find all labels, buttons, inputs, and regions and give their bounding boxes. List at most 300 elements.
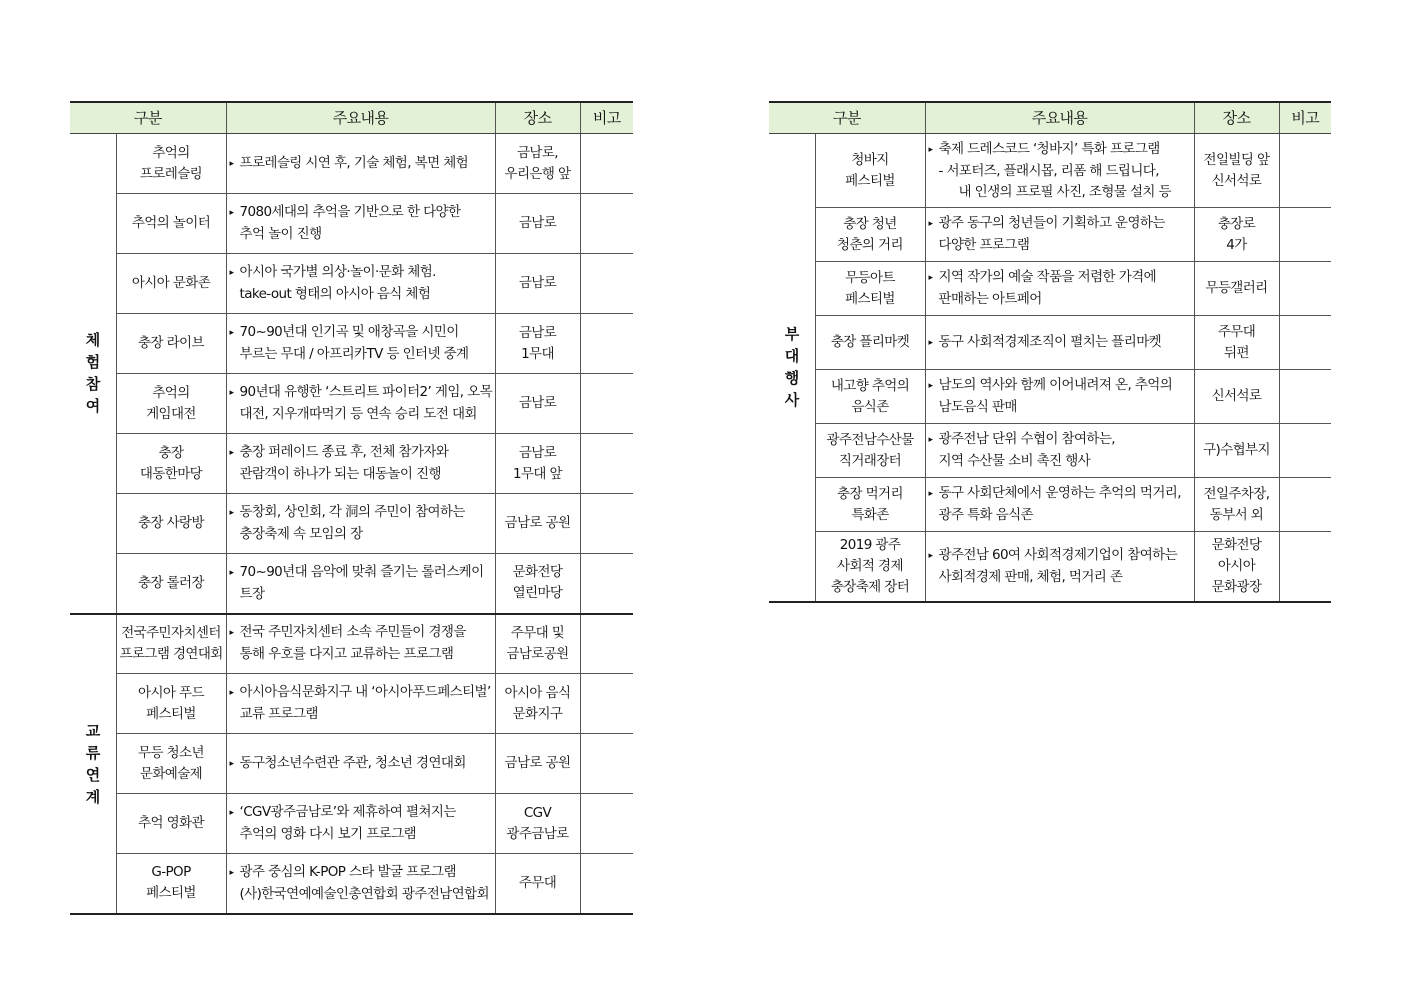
table-row	[70, 314, 633, 374]
desc-line	[929, 267, 1191, 289]
place-text: 주무대 및	[510, 624, 565, 641]
table-row	[70, 554, 633, 614]
place-text: 1무대	[521, 345, 554, 362]
place-line	[499, 464, 577, 485]
program-desc-cell	[925, 370, 1194, 424]
bullet-triangle-icon: ▸	[229, 867, 234, 878]
place-line	[499, 623, 577, 644]
name-text: 프로레슬링	[139, 165, 203, 182]
name-line	[120, 143, 223, 164]
place-text: 신서석로	[1211, 172, 1262, 189]
program-name-cell	[815, 478, 925, 532]
name-line	[120, 644, 223, 665]
program-desc-cell	[226, 374, 495, 434]
name-text: 충장 라이브	[138, 335, 204, 351]
bullet-triangle-icon: ▸	[928, 219, 933, 229]
category-char: 사	[784, 391, 799, 410]
name-text: 충장 청년	[843, 215, 897, 232]
header-place: 장소	[1194, 102, 1279, 134]
category-char: 체	[85, 331, 100, 350]
program-place-cell	[495, 434, 580, 494]
desc-text: 부르는 무대 / 아프리카TV 등 인터넷 중계	[239, 346, 469, 362]
desc-text: 7080세대의 추억을 기반으로 한 다양한	[239, 204, 461, 220]
bullet-triangle-icon: ▸	[928, 144, 933, 155]
program-note-cell	[580, 674, 633, 734]
place-text: 문화지구	[512, 705, 563, 722]
program-place-cell	[495, 614, 580, 674]
desc-text: 충장 퍼레이드 종료 후, 전체 참가자와	[239, 444, 449, 460]
category-char: 참	[85, 375, 100, 394]
program-name-cell	[116, 794, 226, 854]
program-place-cell	[1194, 316, 1279, 370]
place-text: CGV	[523, 804, 552, 821]
bullet-triangle-icon: ▸	[229, 628, 234, 639]
category-char: 대	[784, 347, 799, 366]
desc-line	[929, 567, 1191, 588]
place-text: 뒤편	[1224, 344, 1249, 361]
name-text: G-POP	[151, 864, 191, 881]
category-char: 험	[85, 353, 100, 372]
place-line	[499, 824, 577, 845]
header-category: 구분	[769, 102, 925, 134]
desc-line	[230, 562, 492, 584]
name-line	[819, 150, 922, 171]
name-text: 청바지	[851, 151, 889, 168]
desc-line	[929, 213, 1191, 235]
desc-text: 광주 동구의 청년들이 기획하고 운영하는	[938, 215, 1165, 231]
name-line	[120, 273, 223, 294]
name-text: 무등아트	[845, 269, 895, 286]
bullet-triangle-icon: ▸	[928, 273, 933, 283]
program-place-cell	[495, 794, 580, 854]
category-cell	[70, 134, 116, 614]
place-line	[499, 393, 577, 414]
table-row	[70, 854, 633, 914]
program-note-cell	[1279, 532, 1331, 602]
name-line	[819, 235, 922, 256]
desc-line	[230, 344, 492, 365]
name-line	[120, 213, 223, 234]
program-desc-cell	[925, 532, 1194, 602]
place-line	[499, 683, 577, 704]
name-line	[819, 268, 922, 289]
place-text: 전일빌딩 앞	[1203, 151, 1270, 168]
table-row	[70, 494, 633, 554]
place-text: 열린마당	[512, 585, 563, 602]
bullet-triangle-icon: ▸	[229, 567, 234, 578]
desc-line	[230, 753, 492, 775]
category-char: 여	[85, 397, 100, 416]
place-line	[499, 164, 577, 185]
name-text: 충장	[158, 444, 184, 461]
program-name-cell	[116, 134, 226, 194]
name-text: 직거래장터	[838, 452, 902, 469]
desc-line	[230, 622, 492, 644]
table-row	[769, 478, 1331, 532]
program-name-cell	[815, 208, 925, 262]
header-row	[769, 102, 1331, 134]
desc-text: 70~90년대 인기곡 및 애창곡을 시민이	[239, 324, 459, 340]
header-content: 주요내용	[925, 102, 1194, 134]
program-name-cell	[815, 424, 925, 478]
program-name-cell	[116, 314, 226, 374]
bullet-triangle-icon: ▸	[928, 337, 933, 348]
desc-text: 축제 드레스코드 ‘청바지’ 특화 프로그램	[938, 140, 1160, 157]
name-text: 대동한마당	[139, 465, 203, 482]
name-line	[819, 505, 922, 526]
place-text: 신서석로	[1211, 388, 1262, 404]
name-text: 전국주민자치센터	[121, 624, 221, 641]
table-row	[70, 134, 633, 194]
program-place-cell	[495, 194, 580, 254]
place-line	[499, 644, 577, 665]
table-row	[70, 794, 633, 854]
category-char: 부	[784, 325, 799, 344]
desc-text: 동창회, 상인회, 각 洞의 주민이 참여하는	[239, 504, 465, 520]
place-line	[499, 213, 577, 234]
table-row	[769, 208, 1331, 262]
program-place-cell	[1194, 478, 1279, 532]
name-line	[819, 556, 922, 577]
place-text: 금남로	[518, 324, 557, 341]
bullet-triangle-icon: ▸	[229, 758, 234, 769]
desc-line	[230, 802, 492, 824]
name-line	[819, 484, 922, 505]
desc-text: 아시아 국가별 의상·놀이·문화 체험.	[239, 264, 436, 280]
name-line	[120, 683, 223, 704]
category-cell	[70, 614, 116, 914]
program-desc-cell	[925, 134, 1194, 208]
program-desc-cell	[226, 314, 495, 374]
program-name-cell	[815, 134, 925, 208]
place-line	[499, 344, 577, 365]
desc-line	[230, 262, 492, 284]
program-desc-cell	[226, 494, 495, 554]
bullet-triangle-icon: ▸	[229, 268, 234, 278]
name-text: 충장 사랑방	[138, 515, 204, 531]
place-text: 금남로 공원	[504, 755, 571, 771]
program-name-cell	[116, 854, 226, 914]
bullet-triangle-icon: ▸	[229, 808, 234, 818]
place-line	[499, 273, 577, 294]
category-char: 행	[784, 369, 799, 388]
place-text: 동부서 외	[1209, 506, 1264, 523]
table-row	[70, 254, 633, 314]
table-row	[70, 614, 633, 674]
desc-line	[230, 464, 492, 485]
name-line	[120, 464, 223, 485]
place-line	[499, 323, 577, 344]
program-desc-cell	[226, 554, 495, 614]
place-line	[1198, 322, 1276, 343]
desc-text: 지역 작가의 예술 작품을 저렴한 가격에	[938, 269, 1157, 285]
program-note-cell	[1279, 316, 1331, 370]
program-note-cell	[580, 554, 633, 614]
table-row	[769, 532, 1331, 602]
desc-text: 교류 프로그램	[239, 706, 318, 722]
name-text: 사회적 경제	[837, 557, 903, 574]
desc-text: 사회적경제 판매, 체험, 먹거리 존	[938, 568, 1123, 585]
desc-text: 관람객이 하나가 되는 대동놀이 진행	[239, 466, 441, 482]
place-line	[1198, 535, 1276, 556]
place-line	[499, 443, 577, 464]
place-text: 금남로	[518, 444, 557, 461]
desc-line	[929, 139, 1191, 161]
program-note-cell	[1279, 134, 1331, 208]
header-place: 장소	[495, 102, 580, 134]
place-text: 충장로	[1217, 215, 1256, 232]
name-text: 페스티벌	[146, 705, 196, 722]
table-row	[70, 374, 633, 434]
desc-line	[929, 375, 1191, 397]
header-category: 구분	[70, 102, 226, 134]
name-text: 음식존	[851, 398, 889, 415]
program-place-cell	[1194, 208, 1279, 262]
name-text: 페스티벌	[146, 885, 196, 902]
desc-line	[230, 524, 492, 545]
desc-line	[230, 153, 492, 175]
place-text: 아시아 음식	[504, 684, 571, 701]
desc-line	[929, 429, 1191, 451]
desc-line	[929, 505, 1191, 526]
place-line	[499, 143, 577, 164]
desc-text: 추억 놀이 진행	[239, 226, 322, 242]
place-line	[1198, 484, 1276, 505]
desc-line	[929, 545, 1191, 567]
header-note: 비고	[580, 102, 633, 134]
place-line	[1198, 343, 1276, 364]
table-row	[769, 424, 1331, 478]
program-name-cell	[116, 194, 226, 254]
program-note-cell	[580, 734, 633, 794]
program-desc-cell	[226, 854, 495, 914]
name-text: 아시아 푸드	[138, 684, 204, 701]
desc-text: 다양한 프로그램	[938, 237, 1030, 253]
place-text: 금남로 공원	[504, 515, 571, 531]
desc-text: ‘CGV광주금남로’와 제휴하여 펼쳐지는	[239, 804, 456, 820]
desc-line	[929, 289, 1191, 310]
desc-line	[230, 644, 492, 665]
right-program-table	[769, 101, 1331, 603]
name-line	[120, 813, 223, 834]
place-text: 광주금남로	[506, 825, 569, 842]
header-row	[70, 102, 633, 134]
desc-line	[929, 161, 1191, 182]
program-name-cell	[116, 554, 226, 614]
place-line	[499, 803, 577, 824]
bullet-triangle-icon: ▸	[928, 435, 933, 445]
category-cell	[769, 134, 815, 602]
desc-line	[230, 884, 492, 905]
table-row	[70, 194, 633, 254]
program-name-cell	[815, 316, 925, 370]
name-line	[819, 332, 922, 353]
name-text: 페스티벌	[845, 290, 895, 307]
name-text: 충장축제 장터	[830, 578, 910, 595]
desc-line	[929, 451, 1191, 472]
program-desc-cell	[226, 254, 495, 314]
place-text: 문화광장	[1211, 578, 1262, 595]
table-row	[769, 370, 1331, 424]
program-desc-cell	[925, 424, 1194, 478]
category-char: 연	[85, 765, 100, 784]
program-note-cell	[1279, 478, 1331, 532]
place-line	[499, 562, 577, 583]
name-line	[819, 397, 922, 418]
program-note-cell	[580, 374, 633, 434]
program-desc-cell	[226, 794, 495, 854]
place-line	[1198, 505, 1276, 526]
desc-text: 트장	[239, 585, 265, 602]
name-line	[819, 430, 922, 451]
desc-line	[230, 442, 492, 464]
place-line	[1198, 171, 1276, 192]
place-text: 금남로	[518, 215, 557, 231]
desc-text: 70~90년대 음악에 맞춰 즐기는 롤러스케이	[239, 563, 484, 580]
program-name-cell	[116, 614, 226, 674]
name-text: 아시아 문화존	[131, 275, 211, 291]
name-line	[120, 383, 223, 404]
program-desc-cell	[226, 134, 495, 194]
name-text: 추억 영화관	[138, 815, 204, 831]
desc-text: 충장축제 속 모임의 장	[239, 526, 363, 542]
desc-text: take-out 형태의 아시아 음식 체험	[239, 286, 431, 302]
bullet-triangle-icon: ▸	[229, 388, 234, 398]
header-content: 주요내용	[226, 102, 495, 134]
desc-text: 90년대 유행한 ‘스트리트 파이터2’ 게임, 오목	[239, 384, 493, 400]
place-text: 아시아	[1217, 557, 1256, 574]
name-text: 충장 롤러장	[138, 574, 204, 591]
name-text: 청춘의 거리	[837, 236, 903, 253]
desc-text: (사)한국연예예술인총연합회 광주전남연합회	[239, 885, 489, 902]
desc-text: 추억의 영화 다시 보기 프로그램	[239, 826, 416, 842]
bullet-triangle-icon: ▸	[229, 328, 234, 338]
program-place-cell	[495, 734, 580, 794]
name-line	[120, 443, 223, 464]
program-desc-cell	[925, 316, 1194, 370]
program-place-cell	[495, 674, 580, 734]
place-line	[499, 753, 577, 774]
desc-text: 광주전남 60여 사회적경제기업이 참여하는	[938, 546, 1178, 563]
desc-text: 남도의 역사와 함께 이어내려져 온, 추억의	[938, 377, 1173, 393]
program-name-cell	[116, 674, 226, 734]
program-place-cell	[1194, 532, 1279, 602]
place-line	[1198, 440, 1276, 461]
program-name-cell	[815, 370, 925, 424]
desc-line	[230, 862, 492, 884]
desc-text: 동구 사회단체에서 운영하는 추억의 먹거리,	[938, 485, 1181, 501]
name-text: 게임대전	[146, 405, 196, 422]
place-line	[499, 704, 577, 725]
category-char: 계	[85, 787, 100, 806]
name-text: 페스티벌	[845, 172, 895, 189]
place-line	[1198, 386, 1276, 407]
program-note-cell	[580, 254, 633, 314]
place-text: 주무대	[518, 874, 557, 891]
desc-line	[929, 182, 1191, 203]
program-note-cell	[580, 194, 633, 254]
place-text: 우리은행 앞	[504, 165, 571, 182]
bullet-triangle-icon: ▸	[229, 208, 234, 218]
desc-line	[929, 332, 1191, 354]
place-line	[1198, 150, 1276, 171]
desc-line	[230, 284, 492, 305]
desc-line	[929, 235, 1191, 256]
program-name-cell	[815, 532, 925, 602]
program-note-cell	[580, 134, 633, 194]
place-line	[1198, 235, 1276, 256]
place-text: 1무대 앞	[512, 465, 562, 482]
place-text: 전일주차장,	[1203, 485, 1270, 502]
name-line	[120, 573, 223, 594]
program-name-cell	[116, 434, 226, 494]
desc-text: 동구 사회적경제조직이 펼치는 플리마켓	[938, 333, 1162, 350]
place-line	[1198, 214, 1276, 235]
name-text: 광주전남수산물	[826, 431, 914, 448]
program-note-cell	[580, 314, 633, 374]
name-text: 추억의	[152, 384, 190, 401]
desc-text: 아시아음식문화지구 내 ‘아시아푸드페스티벌’	[239, 684, 491, 700]
program-desc-cell	[925, 208, 1194, 262]
name-line	[819, 214, 922, 235]
desc-text: 프로레슬링 시연 후, 기술 체험, 복면 체험	[239, 154, 469, 171]
desc-text: 내 인생의 프로필 사진, 조형물 설치 등	[958, 183, 1171, 200]
desc-text: - 서포터즈, 플래시몹, 리폼 해 드립니다,	[938, 162, 1159, 179]
place-text: 주무대	[1217, 323, 1256, 340]
bullet-triangle-icon: ▸	[928, 381, 933, 391]
place-text: 금남로	[518, 275, 557, 291]
desc-text: 광주전남 단위 수협이 참여하는,	[938, 431, 1115, 447]
desc-text: 지역 수산물 소비 촉진 행사	[938, 453, 1091, 469]
bullet-triangle-icon: ▸	[229, 448, 234, 458]
name-text: 추억의	[152, 144, 190, 161]
header-note: 비고	[1279, 102, 1331, 134]
desc-text: 대전, 지우개따먹기 등 연속 승리 도전 대회	[239, 406, 477, 422]
program-note-cell	[580, 794, 633, 854]
table-row	[769, 262, 1331, 316]
bullet-triangle-icon: ▸	[229, 508, 234, 518]
table-row	[70, 734, 633, 794]
program-place-cell	[495, 254, 580, 314]
program-note-cell	[580, 854, 633, 914]
place-line	[499, 513, 577, 534]
bullet-triangle-icon: ▸	[928, 489, 933, 499]
desc-text: 남도음식 판매	[938, 399, 1017, 415]
name-line	[120, 513, 223, 534]
program-place-cell	[495, 854, 580, 914]
desc-line	[230, 382, 492, 404]
program-place-cell	[1194, 424, 1279, 478]
program-place-cell	[495, 494, 580, 554]
desc-text: 광주 중심의 K-POP 스타 발굴 프로그램	[239, 863, 456, 880]
table-row	[70, 674, 633, 734]
program-desc-cell	[226, 734, 495, 794]
name-line	[819, 289, 922, 310]
name-text: 프로그램 경연대회	[119, 645, 223, 662]
desc-line	[230, 404, 492, 425]
desc-line	[230, 824, 492, 845]
name-text: 2019 광주	[839, 536, 901, 553]
program-place-cell	[495, 134, 580, 194]
program-name-cell	[815, 262, 925, 316]
place-text: 금남로공원	[506, 645, 569, 662]
desc-text: 전국 주민자치센터 소속 주민들이 경쟁을	[239, 624, 466, 641]
place-text: 무등갤러리	[1205, 280, 1268, 296]
name-text: 문화예술제	[139, 765, 203, 782]
name-line	[120, 743, 223, 764]
bullet-triangle-icon: ▸	[928, 550, 933, 561]
place-text: 문화전당	[1211, 536, 1262, 553]
